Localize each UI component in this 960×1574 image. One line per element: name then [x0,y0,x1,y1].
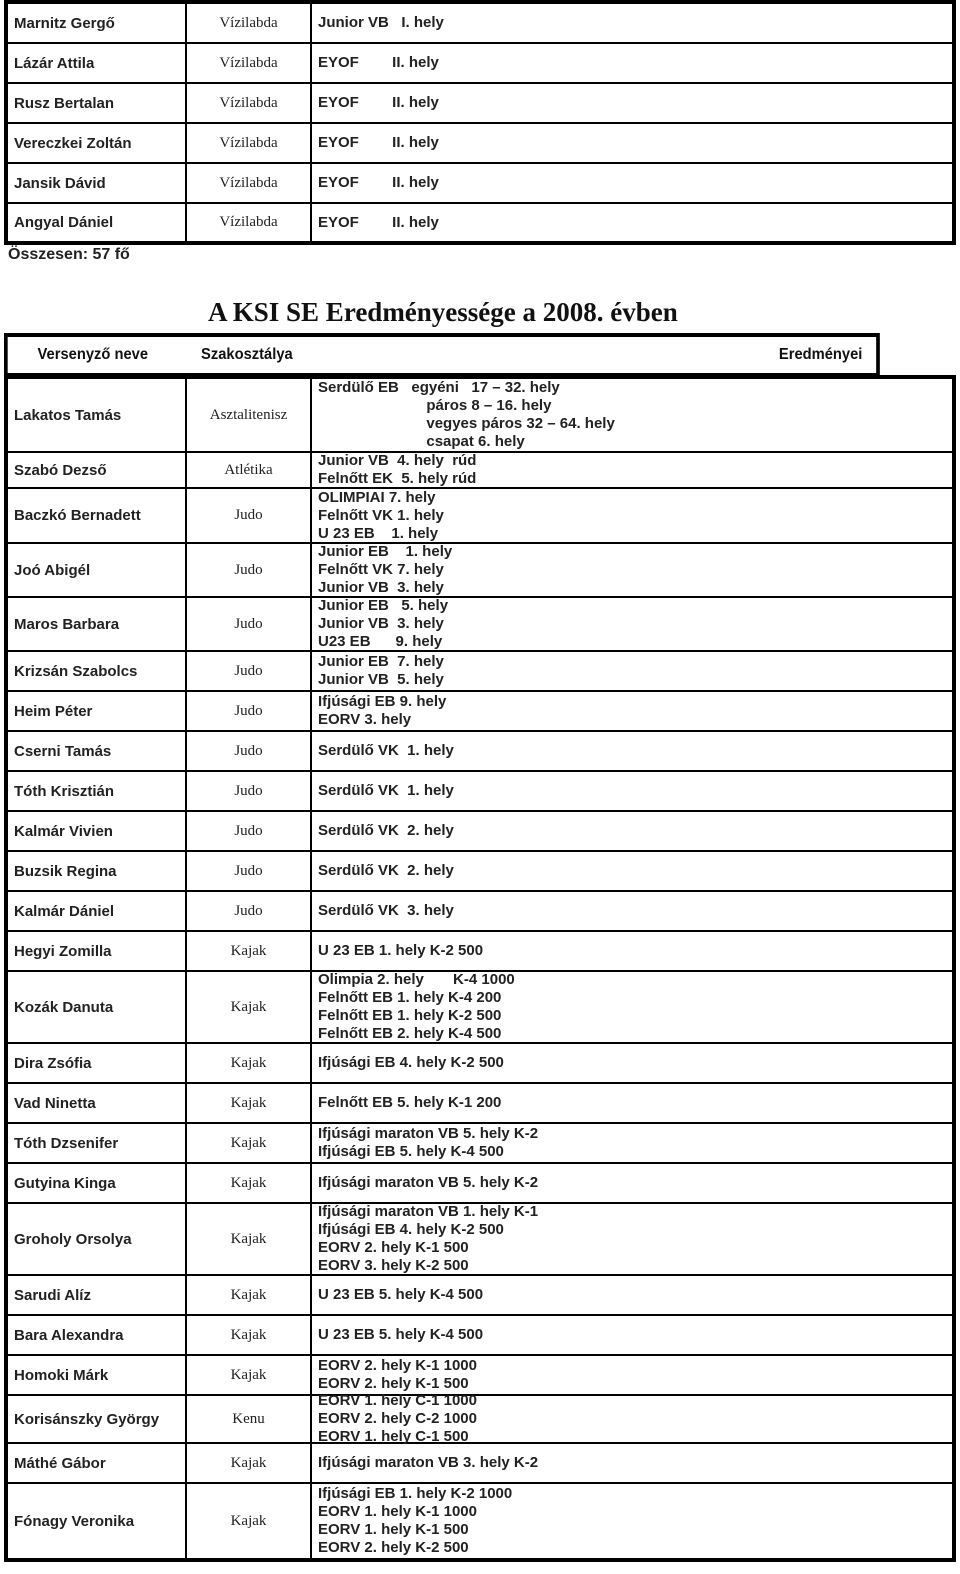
result-line: páros 8 – 16. hely [318,397,552,414]
athlete-name: Vad Ninetta [8,1084,187,1122]
athlete-name: Dira Zsófia [8,1044,187,1082]
athlete-name: Rusz Bertalan [8,84,187,122]
result-line: U 23 EB 5. hely K-4 500 [318,1286,484,1303]
athlete-name: Lakatos Tamás [8,379,187,451]
result-line: Ifjúsági maraton VB 3. hely K-2 [318,1454,539,1471]
sport-section: Vízilabda [187,44,312,82]
athlete-name: Homoki Márk [8,1356,187,1394]
table-row [8,932,952,972]
sport-section: Kajak [187,972,312,1042]
sport-section: Vízilabda [187,84,312,122]
athlete-name: Szabó Dezső [8,453,187,487]
sport-section: Kajak [187,1044,312,1082]
result-line: Serdülő EB egyéni 17 – 32. hely [318,379,560,396]
results-cell [312,124,952,162]
table-row [8,1164,952,1204]
results-cell [312,732,952,770]
result-line: Junior VB 3. hely [318,579,444,596]
athlete-name: Groholy Orsolya [8,1204,187,1274]
result-line: csapat 6. hely [318,433,525,450]
table-row [8,164,952,204]
athlete-name: Sarudi Alíz [8,1276,187,1314]
athlete-name: Buzsik Regina [8,852,187,890]
athlete-name: Jansik Dávid [8,164,187,202]
sport-section: Judo [187,652,312,690]
table-row [8,44,952,84]
results-cell [312,1124,952,1162]
result-line: EORV 3. hely K-2 500 [318,1257,469,1274]
sport-section: Kajak [187,1444,312,1482]
results-cell [312,544,952,596]
athlete-name: Gutyina Kinga [8,1164,187,1202]
sport-section: Vízilabda [187,4,312,42]
result-line: vegyes páros 32 – 64. hely [318,415,615,432]
sport-section: Judo [187,852,312,890]
results-cell [312,652,952,690]
table-row [8,124,952,164]
results-cell [312,84,952,122]
results-cell [312,892,952,930]
sport-section: Kajak [187,1204,312,1274]
result-line: Junior EB 5. hely [318,597,449,614]
header-results: Eredményei [778,346,863,363]
result-line: Junior VB 4. hely rúd [318,452,477,469]
table-row [8,544,952,598]
sport-section: Kenu [187,1396,312,1442]
result-line: Junior VB 5. hely [318,671,444,688]
result-line: Ifjúsági maraton VB 5. hely K-2 [318,1174,539,1191]
result-line: Ifjúsági maraton VB 5. hely K-2 [318,1125,539,1142]
results-cell [312,1164,952,1202]
result-line: Ifjúsági EB 5. hely K-4 500 [318,1143,504,1160]
sport-section: Judo [187,732,312,770]
athlete-name: Cserni Tamás [8,732,187,770]
sport-section: Vízilabda [187,204,312,241]
sport-section: Judo [187,892,312,930]
results-cell [312,772,952,810]
table-row [8,453,952,489]
athlete-name: Kalmár Dániel [8,892,187,930]
sport-section: Kajak [187,932,312,970]
result-line: EORV 1. hely K-1 1000 [318,1503,477,1520]
table-row [8,1124,952,1164]
results-cell [312,1484,952,1558]
table-row [8,732,952,772]
results-cell [312,379,952,451]
result-line: Junior VB 3. hely [318,615,444,632]
table-row [8,1084,952,1124]
results-cell [312,164,952,202]
sport-section: Kajak [187,1356,312,1394]
result-line: EORV 1. hely C-1 1000 [318,1392,477,1409]
sport-section: Judo [187,692,312,730]
results-cell [312,1276,952,1314]
results-cell [312,1392,952,1445]
table-row [8,812,952,852]
result-line: Ifjúsági EB 9. hely [318,693,447,710]
top-results-table [4,0,956,245]
result-line: OLIMPIAI 7. hely [318,488,436,506]
results-cell [312,1204,952,1274]
table-row [8,1444,952,1484]
athlete-name: Máthé Gábor [8,1444,187,1482]
sport-section: Vízilabda [187,164,312,202]
result-line: U 23 EB 1. hely [318,524,439,542]
athlete-name: Fónagy Veronika [8,1484,187,1558]
result-line: Felnőtt EB 1. hely K-2 500 [318,1007,502,1024]
table-row [8,1204,952,1276]
result-line: Felnőtt EB 2. hely K-4 500 [318,1025,502,1042]
table-row [8,1276,952,1316]
result-line: Ifjúsági EB 4. hely K-2 500 [318,1054,504,1071]
results-cell [312,489,952,542]
table-row [8,1316,952,1356]
sport-section: Kajak [187,1164,312,1202]
athlete-name: Tóth Krisztián [8,772,187,810]
result-line: Felnőtt VK 1. hely [318,506,444,524]
sport-section: Atlétika [187,453,312,487]
sport-section: Judo [187,812,312,850]
athlete-name: Krizsán Szabolcs [8,652,187,690]
sport-section: Asztalitenisz [187,379,312,451]
table-row [8,489,952,544]
athlete-name: Korisánszky György [8,1396,187,1442]
results-cell [312,812,952,850]
athlete-name: Kozák Danuta [8,972,187,1042]
results-cell [312,204,952,241]
result-line: EORV 2. hely K-2 500 [318,1539,469,1556]
header-sport: Szakosztálya [201,346,293,363]
results-cell [312,453,952,487]
sport-section: Judo [187,544,312,596]
results-cell [312,1084,952,1122]
sport-section: Kajak [187,1484,312,1558]
athlete-name: Baczkó Bernadett [8,489,187,542]
result-line: Ifjúsági maraton VB 1. hely K-1 [318,1203,539,1220]
result-line: Ifjúsági EB 1. hely K-2 1000 [318,1485,513,1502]
result-line: Felnőtt EB 1. hely K-4 200 [318,989,502,1006]
athlete-name: Hegyi Zomilla [8,932,187,970]
athlete-name: Vereczkei Zoltán [8,124,187,162]
result-line: EORV 3. hely [318,711,412,728]
result-line: EORV 1. hely C-1 500 [318,1428,469,1445]
sport-section: Kajak [187,1316,312,1354]
sport-section: Judo [187,489,312,542]
result-line: U 23 EB 1. hely K-2 500 [318,942,484,959]
result-line: EORV 2. hely K-1 500 [318,1375,469,1392]
athlete-name: Maros Barbara [8,598,187,650]
results-cell [312,1316,952,1354]
result-line: U 23 EB 5. hely K-4 500 [318,1326,484,1343]
table-header [4,333,880,377]
athlete-name: Kalmár Vivien [8,812,187,850]
athlete-name: Marnitz Gergő [8,4,187,42]
sport-section: Judo [187,772,312,810]
total-count: Összesen: 57 fő [8,246,130,263]
table-row [8,852,952,892]
table-row [8,4,952,44]
table-row [8,1392,952,1445]
result-line: EORV 2. hely C-2 1000 [318,1410,477,1427]
page-title: A KSI SE Eredményessége a 2008. évben [208,297,678,327]
table-row [8,892,952,932]
results-cell [312,852,952,890]
result-line: EORV 1. hely K-1 500 [318,1521,469,1538]
results-cell [312,44,952,82]
results-table [4,375,956,1562]
result-line: Junior EB 7. hely [318,653,444,670]
table-row [8,204,952,241]
result-line: EYOF II. hely [318,213,439,231]
athlete-name: Heim Péter [8,692,187,730]
result-line: Serdülő VK 1. hely [318,782,454,799]
table-row [8,692,952,732]
results-cell [312,1444,952,1482]
sport-section: Judo [187,598,312,650]
result-line: EORV 2. hely K-1 1000 [318,1357,477,1374]
athlete-name: Lázár Attila [8,44,187,82]
table-row [8,379,952,453]
results-cell [312,598,952,650]
athlete-name: Joó Abigél [8,544,187,596]
table-row [8,1484,952,1558]
result-line: Felnőtt EB 5. hely K-1 200 [318,1094,502,1111]
result-line: Serdülő VK 2. hely [318,862,454,879]
result-line: EYOF II. hely [318,174,439,191]
sport-section: Vízilabda [187,124,312,162]
results-cell [312,932,952,970]
table-row [8,652,952,692]
table-row [8,84,952,124]
results-cell [312,1044,952,1082]
result-line: Felnőtt VK 7. hely [318,561,444,578]
result-line: Serdülő VK 1. hely [318,742,454,759]
results-cell [312,692,952,730]
table-row [8,598,952,652]
result-line: Serdülő VK 3. hely [318,902,454,919]
result-line: Junior VB I. hely [318,14,444,31]
result-line: EYOF II. hely [318,94,439,111]
result-line: U23 EB 9. hely [318,633,443,650]
header-name: Versenyző neve [37,346,149,363]
result-line: Felnőtt EK 5. hely rúd [318,470,477,487]
results-cell [312,1356,952,1394]
table-row [8,772,952,812]
result-line: EYOF II. hely [318,54,439,71]
result-line: Serdülő VK 2. hely [318,822,454,839]
table-row [8,972,952,1044]
result-line: EYOF II. hely [318,134,439,151]
result-line: EORV 2. hely K-1 500 [318,1239,469,1256]
results-cell [312,4,952,42]
results-cell [312,972,952,1042]
athlete-name: Angyal Dániel [8,204,187,241]
table-row [8,1044,952,1084]
sport-section: Kajak [187,1276,312,1314]
result-line: Ifjúsági EB 4. hely K-2 500 [318,1221,504,1238]
sport-section: Kajak [187,1084,312,1122]
table-row [8,1356,952,1396]
result-line: Olimpia 2. hely K-4 1000 [318,971,515,988]
athlete-name: Bara Alexandra [8,1316,187,1354]
sport-section: Kajak [187,1124,312,1162]
athlete-name: Tóth Dzsenifer [8,1124,187,1162]
result-line: Junior EB 1. hely [318,543,453,560]
